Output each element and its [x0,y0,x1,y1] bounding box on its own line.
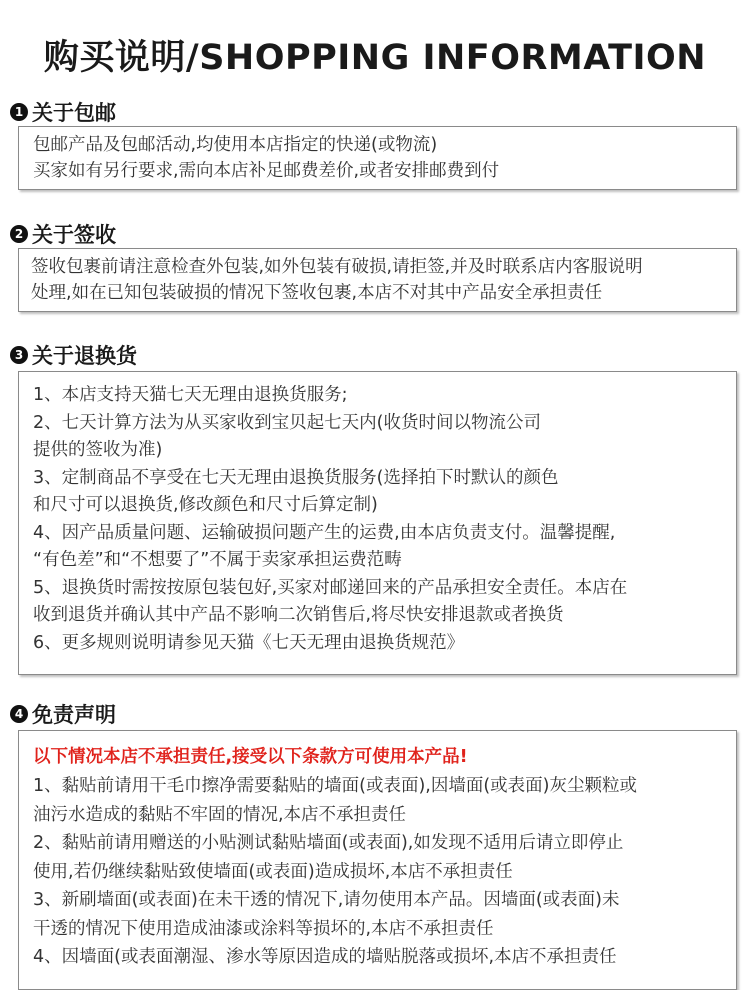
section-heading-disclaimer [10,699,116,729]
text-line: 5、退换货时需按按原包装包好,买家对邮递回来的产品承担安全责任。本店在 [33,577,628,598]
number-badge-icon: 4 [10,705,28,723]
disclaimer-info-box [18,730,737,990]
text-line: 1、黏贴前请用干毛巾擦净需要黏贴的墙面(或表面),因墙面(或表面)灰尘颗粒或 [33,776,638,796]
text-line: 3、新刷墙面(或表面)在未干透的情况下,请勿使用本产品。因墙面(或表面)未 [33,890,620,910]
text-line: 油污水造成的黏贴不牢固的情况,本店不承担责任 [33,804,407,825]
text-line: 4、因墙面(或表面潮湿、渗水等原因造成的墙贴脱落或损坏,本店不承担责任 [33,947,617,967]
text-line: 收到退货并确认其中产品不影响二次销售后,将尽快安排退款或者换货 [33,605,564,625]
section-heading-label: 关于退换货 [32,344,137,368]
text-line: 2、七天计算方法为从买家收到宝贝起七天内(收货时间以物流公司 [33,412,541,433]
text-line: 1、本店支持天猫七天无理由退换货服务; [33,385,348,405]
returns-info-box [18,371,737,675]
section-heading-label: 关于签收 [32,223,116,247]
text-line: 包邮产品及包邮活动,均使用本店指定的快递(或物流) [33,135,438,155]
text-line: 和尺寸可以退换货,修改颜色和尺寸后算定制) [33,495,378,515]
text-line: 使用,若仍继续黏贴致使墙面(或表面)造成损坏,本店不承担责任 [33,861,513,882]
shipping-info-box [18,126,737,190]
receipt-info-box [18,248,737,312]
number-badge-icon: 1 [10,103,28,121]
text-line: 4、因产品质量问题、运输破损问题产生的运费,由本店负责支付。温馨提醒, [33,522,616,543]
section-heading-label: 免责声明 [32,703,116,727]
section-heading-label: 关于包邮 [32,101,116,125]
section-heading-returns [10,340,137,370]
warning-text: 以下情况本店不承担责任,接受以下条款方可使用本产品! [33,747,468,767]
text-line: 买家如有另行要求,需向本店补足邮费差价,或者安排邮费到付 [33,161,500,181]
text-line: 处理,如在已知包装破损的情况下签收包裹,本店不对其中产品安全承担责任 [31,283,603,303]
text-line: 干透的情况下使用造成油漆或涂料等损坏的,本店不承担责任 [33,918,494,939]
text-line: 3、定制商品不享受在七天无理由退换货服务(选择拍下时默认的颜色 [33,467,559,488]
text-line: “有色差”和“不想要了”不属于卖家承担运费范畴 [33,550,402,570]
number-badge-icon: 3 [10,346,28,364]
page-title: 购买说明/SHOPPING INFORMATION [43,38,707,78]
section-heading-receipt [10,219,116,249]
text-line: 提供的签收为准) [33,440,163,460]
text-line: 2、黏贴前请用赠送的小贴测试黏贴墙面(或表面),如发现不适用后请立即停止 [33,833,624,853]
text-line: 签收包裹前请注意检查外包装,如外包装有破损,请拒签,并及时联系店内客服说明 [31,257,643,277]
text-line: 6、更多规则说明请参见天猫《七天无理由退换货规范》 [33,632,465,653]
section-heading-shipping [10,97,116,127]
number-badge-icon: 2 [10,225,28,243]
